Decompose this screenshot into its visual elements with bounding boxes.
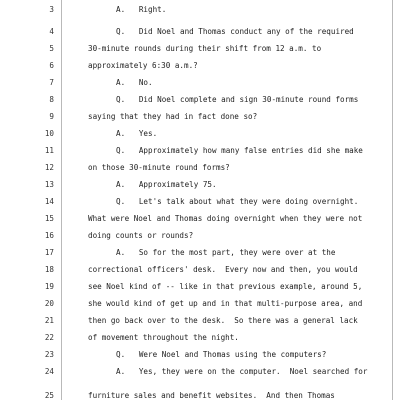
line-text: Q. Did Noel complete and sign 30-minute round forms xyxy=(116,95,359,104)
line-number: 22 xyxy=(44,333,54,342)
line-number: 19 xyxy=(44,282,54,291)
line-text: A. No. xyxy=(116,78,153,87)
line-text: furniture sales and benefit websites. And then Thomas xyxy=(88,391,335,400)
line-number: 5 xyxy=(49,44,54,53)
line-number: 15 xyxy=(44,214,54,223)
line-number: 24 xyxy=(44,367,54,376)
line-number: 17 xyxy=(44,248,54,257)
line-number: 25 xyxy=(44,391,54,400)
line-number: 7 xyxy=(49,78,54,87)
line-number: 13 xyxy=(44,180,54,189)
line-text: A. So for the most part, they were over at the xyxy=(116,248,336,257)
line-number: 3 xyxy=(49,5,54,14)
line-text: doing counts or rounds? xyxy=(88,231,194,240)
line-number: 23 xyxy=(44,350,54,359)
transcript-line xyxy=(0,0,400,20)
line-text: of movement throughout the night. xyxy=(88,333,239,342)
line-text: A. Right. xyxy=(116,5,167,14)
line-text: Q. Were Noel and Thomas using the computers? xyxy=(116,350,327,359)
transcript-line xyxy=(0,361,400,382)
line-text: Q. Let's talk about what they were doing overnight. xyxy=(116,197,359,206)
line-text: 30-minute rounds during their shift from 12 a.m. to xyxy=(88,44,322,53)
transcript-line xyxy=(0,385,400,400)
line-text: saying that they had in fact done so? xyxy=(88,112,258,121)
line-text: approximately 6:30 a.m.? xyxy=(88,61,198,70)
line-number: 16 xyxy=(44,231,54,240)
line-text: she would kind of get up and in that multi-purpose area, and xyxy=(88,299,363,308)
line-number: 18 xyxy=(44,265,54,274)
line-number: 6 xyxy=(49,61,54,70)
line-text: then go back over to the desk. So there was a general lack xyxy=(88,316,358,325)
line-number: 9 xyxy=(49,112,54,121)
line-number: 12 xyxy=(44,163,54,172)
line-text: Q. Approximately how many false entries did she make xyxy=(116,146,363,155)
line-text: correctional officers' desk. Every now and then, you would xyxy=(88,265,358,274)
line-number: 11 xyxy=(44,146,54,155)
line-text: Q. Did Noel and Thomas conduct any of the required xyxy=(116,27,354,36)
line-number: 8 xyxy=(49,95,54,104)
line-number: 4 xyxy=(49,27,54,36)
line-text: on those 30-minute round forms? xyxy=(88,163,230,172)
line-number: 14 xyxy=(44,197,54,206)
line-text: What were Noel and Thomas doing overnight when they were not xyxy=(88,214,363,223)
line-text: see Noel kind of -- like in that previous example, around 5, xyxy=(88,282,363,291)
line-number: 20 xyxy=(44,299,54,308)
line-text: A. Yes, they were on the computer. Noel searched for xyxy=(116,367,368,376)
line-text: A. Approximately 75. xyxy=(116,180,217,189)
line-number: 21 xyxy=(44,316,54,325)
line-text: A. Yes. xyxy=(116,129,158,138)
line-number: 10 xyxy=(44,129,54,138)
